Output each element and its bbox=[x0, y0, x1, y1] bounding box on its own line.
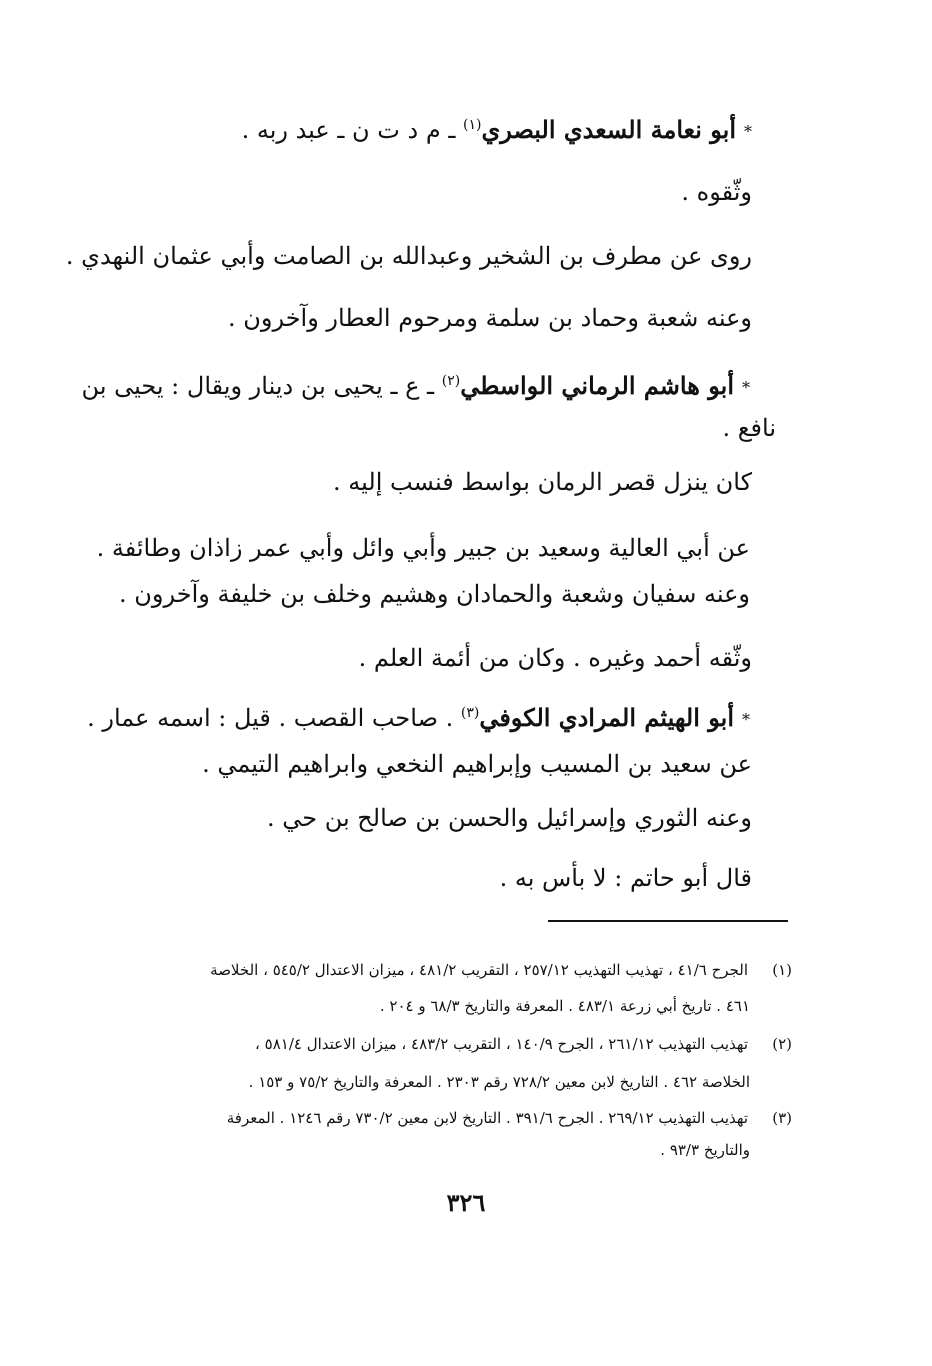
footnote-1-cont: ٤٦١ . تاريخ أبي زرعة ٤٨٣/١ . المعرفة والتاريخ ٦٨/٣ و ٢٠٤ . bbox=[379, 997, 750, 1015]
entry-1-line: وعنه شعبة وحماد بن سلمة ومرحوم العطار وآخرون . bbox=[227, 304, 752, 332]
footnote-ref-1: (١) bbox=[463, 117, 482, 133]
entry-marker: * bbox=[744, 121, 752, 141]
entry-2-codes: ـ ع ـ يحيى بن دينار ويقال : يحيى بن bbox=[81, 372, 435, 400]
entry-1-name: أبو نعامة السعدي البصري bbox=[481, 115, 736, 144]
entry-3-line: عن سعيد بن المسيب وإبراهيم النخعي وابراهيم التيمي . bbox=[202, 750, 752, 778]
page-number: ٣٢٦ bbox=[446, 1188, 486, 1217]
entry-marker: * bbox=[742, 377, 750, 397]
entry-2-line: وعنه سفيان وشعبة والحمادان وهشيم وخلف بن خليفة وآخرون . bbox=[119, 580, 750, 608]
entry-3-codes: . صاحب القصب . قيل : اسمه عمار . bbox=[87, 704, 454, 732]
footnote-1 bbox=[122, 954, 792, 986]
entry-3-line: قال أبو حاتم : لا بأس به . bbox=[499, 864, 752, 892]
entry-2-continuation: نافع . bbox=[722, 414, 776, 442]
footnote-separator bbox=[548, 920, 788, 922]
footnote-number: (٢) bbox=[772, 1035, 792, 1053]
footnote-ref-2: (٢) bbox=[441, 373, 461, 389]
footnote-text: تهذيب التهذيب ٢٦١/١٢ ، الجرح ١٤٠/٩ ، التقريب ٤٨٣/٢ ، ميزان الاعتدال ٥٨١/٤ ، bbox=[255, 1035, 748, 1053]
entry-3-name: أبو الهيثم المرادي الكوفي bbox=[479, 703, 734, 732]
footnote-3-cont: والتاريخ ٩٣/٣ . bbox=[660, 1141, 750, 1159]
footnote-2 bbox=[122, 1028, 792, 1060]
footnote-ref-3: (٣) bbox=[460, 705, 480, 721]
footnote-3 bbox=[122, 1102, 792, 1134]
footnote-number: (٣) bbox=[772, 1109, 792, 1127]
footnote-text: الجرح ٤١/٦ ، تهذيب التهذيب ٢٥٧/١٢ ، التقريب ٤٨١/٢ ، ميزان الاعتدال ٥٤٥/٢ ، الخلاصة bbox=[210, 961, 748, 979]
footnote-2-cont: الخلاصة ٤٦٢ . التاريخ لابن معين ٧٢٨/٢ رقم ٢٣٠٣ . المعرفة والتاريخ ٧٥/٢ و ١٥٣ . bbox=[248, 1073, 750, 1091]
entry-marker: * bbox=[742, 709, 750, 729]
entry-1-codes: ـ م د ت ن ـ عبد ربه . bbox=[241, 116, 456, 144]
entry-2-line: وثّقه أحمد وغيره . وكان من أئمة العلم . bbox=[358, 644, 752, 672]
footnote-text: تهذيب التهذيب ٢٦٩/١٢ . الجرح ٣٩١/٦ . التاريخ لابن معين ٧٣٠/٢ رقم ١٢٤٦ . المعرفة bbox=[226, 1109, 748, 1127]
entry-1-line: روى عن مطرف بن الشخير وعبدالله بن الصامت وأبي عثمان النهدي . bbox=[65, 242, 752, 270]
entry-3-line: وعنه الثوري وإسرائيل والحسن بن صالح بن حي . bbox=[266, 804, 752, 832]
entry-1-heading bbox=[132, 114, 752, 148]
entry-2-heading bbox=[81, 370, 750, 404]
entry-2-line: عن أبي العالية وسعيد بن جبير وأبي وائل وأبي عمر زاذان وطائفة . bbox=[96, 534, 750, 562]
entry-2-line: كان ينزل قصر الرمان بواسط فنسب إليه . bbox=[333, 468, 752, 496]
entry-3-heading bbox=[87, 702, 750, 736]
entry-2-name: أبو هاشم الرماني الواسطي bbox=[460, 371, 734, 400]
footnote-number: (١) bbox=[772, 961, 792, 979]
entry-1-line: وثّقوه . bbox=[681, 178, 752, 206]
